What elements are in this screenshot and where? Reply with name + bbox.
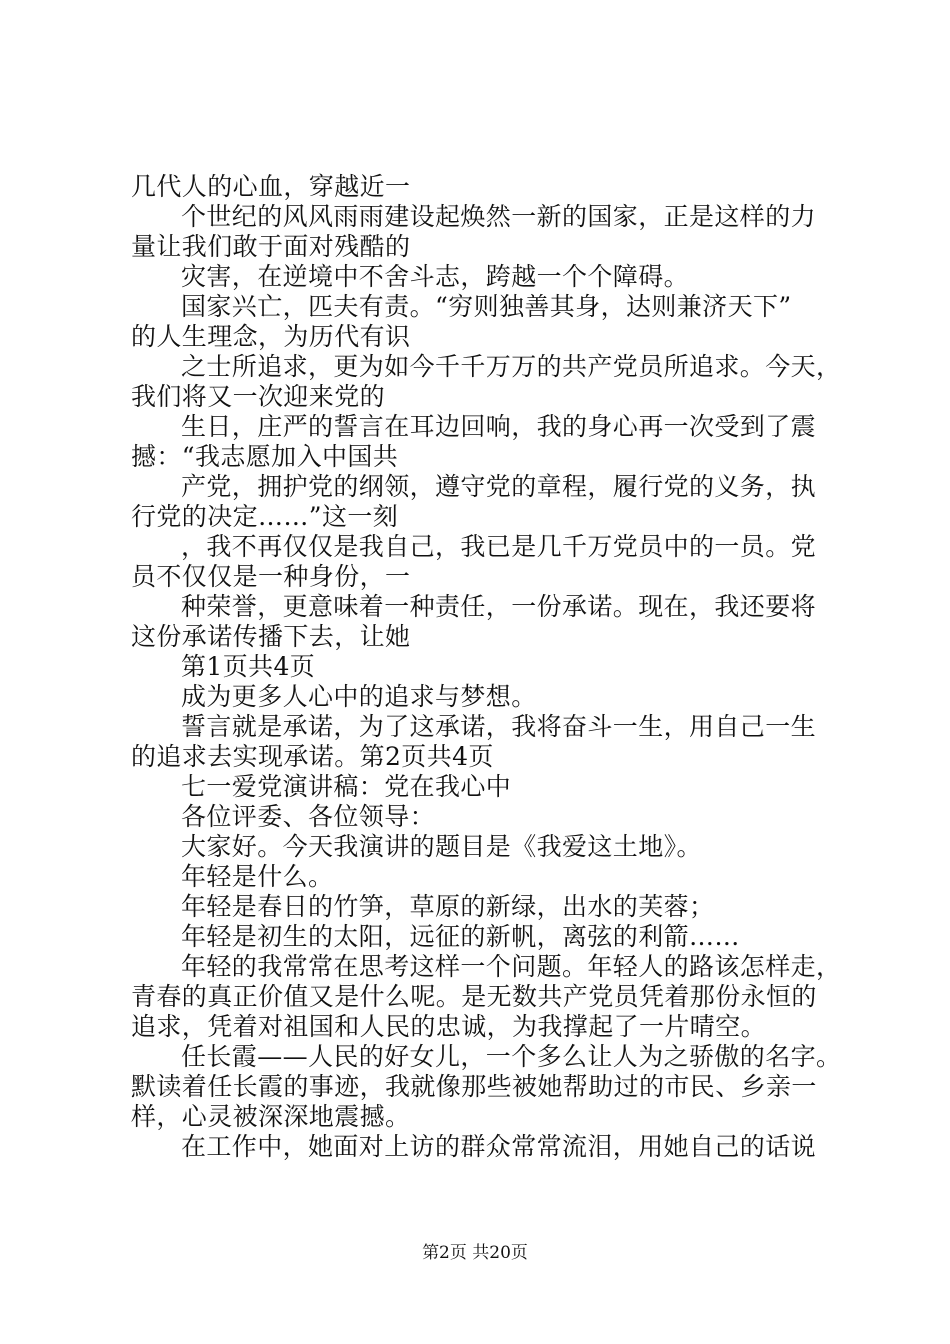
text-line: 任长霞——人民的好女儿，一个多么让人为之骄傲的名字。 bbox=[181, 1042, 842, 1071]
text-line: 青春的真正价值又是什么呢。是无数共产党员凭着那份永恒的 bbox=[131, 982, 817, 1011]
text-line: 默读着任长霞的事迹，我就像那些被她帮助过的市民、乡亲一 bbox=[131, 1072, 817, 1101]
text-line: 员不仅仅是一种身份，一 bbox=[131, 562, 411, 591]
text-line: 个世纪的风风雨雨建设起焕然一新的国家，正是这样的力 bbox=[181, 202, 817, 231]
text-line: 国家兴亡，匹夫有责。“穷则独善其身，达则兼济天下” bbox=[181, 292, 792, 321]
text-line: 种荣誉，更意味着一种责任，一份承诺。现在，我还要将 bbox=[181, 592, 817, 621]
text-line: 量让我们敢于面对残酷的 bbox=[131, 232, 411, 261]
text-line: 年轻是什么。 bbox=[181, 862, 334, 891]
inline-page-marker: 第1页共4页 bbox=[181, 652, 316, 681]
text-line: 撼：“我志愿加入中国共 bbox=[131, 442, 399, 471]
text-line: 几代人的心血，穿越近一 bbox=[131, 172, 411, 201]
document-body bbox=[131, 172, 841, 1162]
text-line: 誓言就是承诺，为了这承诺，我将奋斗一生，用自己一生 bbox=[181, 712, 817, 741]
text-line: ，我不再仅仅是我自己，我已是几千万党员中的一员。党 bbox=[181, 532, 817, 561]
text-line: 之士所追求，更为如今千千万万的共产党员所追求。今天， bbox=[181, 352, 842, 381]
text-line: 成为更多人心中的追求与梦想。 bbox=[181, 682, 537, 711]
page-footer: 第2页 共20页 bbox=[422, 1243, 528, 1263]
text-line: 追求，凭着对祖国和人民的忠诚，为我撑起了一片晴空。 bbox=[131, 1012, 767, 1041]
text-line: 大家好。今天我演讲的题目是《我爱这土地》。 bbox=[181, 832, 702, 861]
text-line: 样，心灵被深深地震撼。 bbox=[131, 1102, 411, 1131]
text-line: 年轻的我常常在思考这样一个问题。年轻人的路该怎样走， bbox=[181, 952, 842, 981]
text-line: 我们将又一次迎来党的 bbox=[131, 382, 386, 411]
text-line: 灾害，在逆境中不舍斗志，跨越一个个障碍。 bbox=[181, 262, 690, 291]
text-line: 在工作中，她面对上访的群众常常流泪，用她自己的话说 bbox=[181, 1132, 817, 1161]
text-line: 各位评委、各位领导： bbox=[181, 802, 436, 831]
text-line: 产党，拥护党的纲领，遵守党的章程，履行党的义务，执 bbox=[181, 472, 817, 501]
text-line: 的追求去实现承诺。第2页共4页 bbox=[131, 742, 494, 771]
text-line: 行党的决定……”这一刻 bbox=[131, 502, 399, 531]
text-line: 年轻是春日的竹笋，草原的新绿，出水的芙蓉； bbox=[181, 892, 715, 921]
section-heading: 七一爱党演讲稿：党在我心中 bbox=[181, 772, 512, 801]
text-line: 这份承诺传播下去，让她 bbox=[131, 622, 411, 651]
text-line: 的人生理念，为历代有识 bbox=[131, 322, 411, 351]
text-line: 年轻是初生的太阳，远征的新帆，离弦的利箭…… bbox=[181, 922, 740, 951]
text-line: 生日，庄严的誓言在耳边回响，我的身心再一次受到了震 bbox=[181, 412, 817, 441]
